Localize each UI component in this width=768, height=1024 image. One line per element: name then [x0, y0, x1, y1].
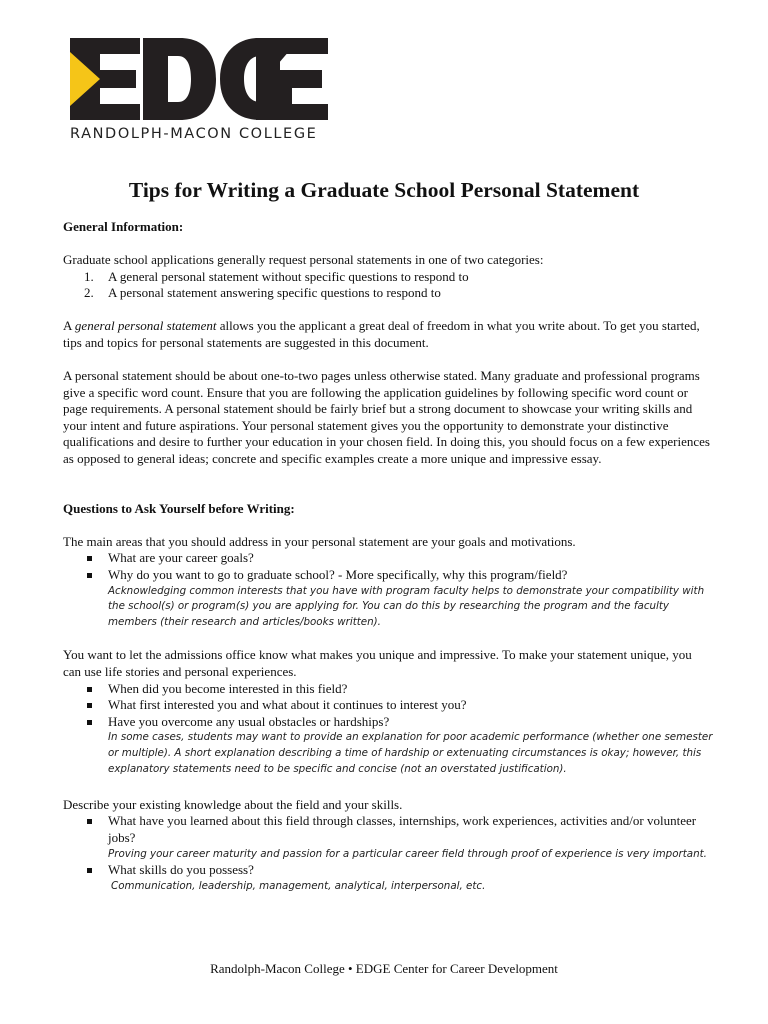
list-item [63, 269, 713, 286]
questions-intro-2: You want to let the admissions office know what makes you unique and impressive. To make your statement unique, you can use life stories and personal experiences. [63, 647, 692, 679]
question-list-2 [63, 681, 713, 731]
list-item-text: A general personal statement without specific questions to respond to [108, 268, 469, 284]
bullet-icon [87, 819, 92, 824]
italic-note-2: In some cases, students may want to provide an explanation for poor academic performance (whether one semester or multiple). A short explanation describing a time of hardship or extenuating circumstances is okay; however, this explanatory statements need to be specific and concise (not an overstated justification). [108, 731, 713, 775]
bullet-icon [87, 573, 92, 578]
list-item-text: What have you learned about this field through classes, internships, work experiences, activities and/or volunteer jobs? [108, 813, 697, 845]
para-emphasis: general personal statement [74, 318, 217, 334]
edge-wordmark-icon [70, 38, 328, 122]
bullet-icon [87, 868, 92, 873]
list-item [63, 813, 713, 846]
list-item [63, 862, 713, 879]
list-item [63, 697, 713, 714]
para-text: A [63, 318, 75, 334]
bullet-icon [87, 687, 92, 692]
question-list-3b [63, 862, 713, 879]
logo-subtitle: RANDOLPH-MACON COLLEGE [70, 126, 318, 142]
list-item [63, 714, 713, 731]
section-heading-questions: Questions to Ask Yourself before Writing: [63, 500, 295, 516]
questions-intro-1: The main areas that you should address in your personal statement are your goals and motivations. [63, 533, 576, 549]
bullet-icon [87, 556, 92, 561]
category-list [63, 269, 713, 302]
questions-intro-3: Describe your existing knowledge about the field and your skills. [63, 796, 403, 812]
list-item [63, 681, 713, 698]
italic-note-3b: Communication, leadership, management, analytical, interpersonal, etc. [111, 879, 486, 892]
list-number: 2. [84, 285, 94, 301]
italic-note-3a: Proving your career maturity and passion for a particular career field through proof of experience is very important. [108, 847, 707, 860]
general-paragraph-2: A personal statement should be about one-to-two pages unless otherwise stated. Many graduate and professional programs give a specific word count. Ensure that you are following the application guidelines by following specific word count or page requirements. A personal statement should be fairly brief but a strong document to showcase your writing skills and your intent and future aspirations. Your personal statement gives you the opportunity to demonstrate your distinctive qualifications and desire to further your education in your chosen field. In doing this, you should focus on a few experiences as opposed to general ideas; concrete and specific examples create a more unique and impressive essay. [63, 368, 710, 467]
question-list-1 [63, 550, 713, 583]
list-item-text: A personal statement answering specific questions to respond to [108, 285, 441, 301]
section-heading-general: General Information: [63, 219, 184, 234]
para-text: allows you the applicant a great deal of freedom in what you write about. To get you started, tips and topics for personal statements are suggested in this document. [63, 318, 700, 350]
list-item [63, 550, 713, 567]
bullet-icon [87, 720, 92, 725]
list-item [63, 285, 713, 302]
general-paragraph-1 [63, 318, 713, 351]
list-item-text: What are your career goals? [108, 550, 254, 566]
list-item-text: When did you become interested in this field? [108, 680, 348, 696]
list-item-text: Have you overcome any usual obstacles or hardships? [108, 713, 390, 729]
list-number: 1. [84, 268, 94, 284]
document-body [63, 219, 713, 895]
page-footer: Randolph-Macon College • EDGE Center for Career Development [210, 961, 558, 976]
list-item [63, 567, 713, 584]
list-item-text: What first interested you and what about it continues to interest you? [108, 697, 467, 713]
italic-note-1: Acknowledging common interests that you have with program faculty helps to demonstrate your compatibility with the school(s) or program(s) you are applying for. You can do this by researching the program and the faculty members (their research and articles/books written). [108, 584, 705, 629]
question-list-3 [63, 813, 713, 846]
edge-logo [70, 38, 328, 150]
list-item-text: What skills do you possess? [108, 862, 254, 878]
list-item-text: Why do you want to go to graduate school? - More specifically, why this program/field? [108, 566, 568, 582]
general-intro: Graduate school applications generally request personal statements in one of two categories: [63, 252, 544, 268]
page-title: Tips for Writing a Graduate School Personal Statement [128, 178, 640, 202]
bullet-icon [87, 703, 92, 708]
